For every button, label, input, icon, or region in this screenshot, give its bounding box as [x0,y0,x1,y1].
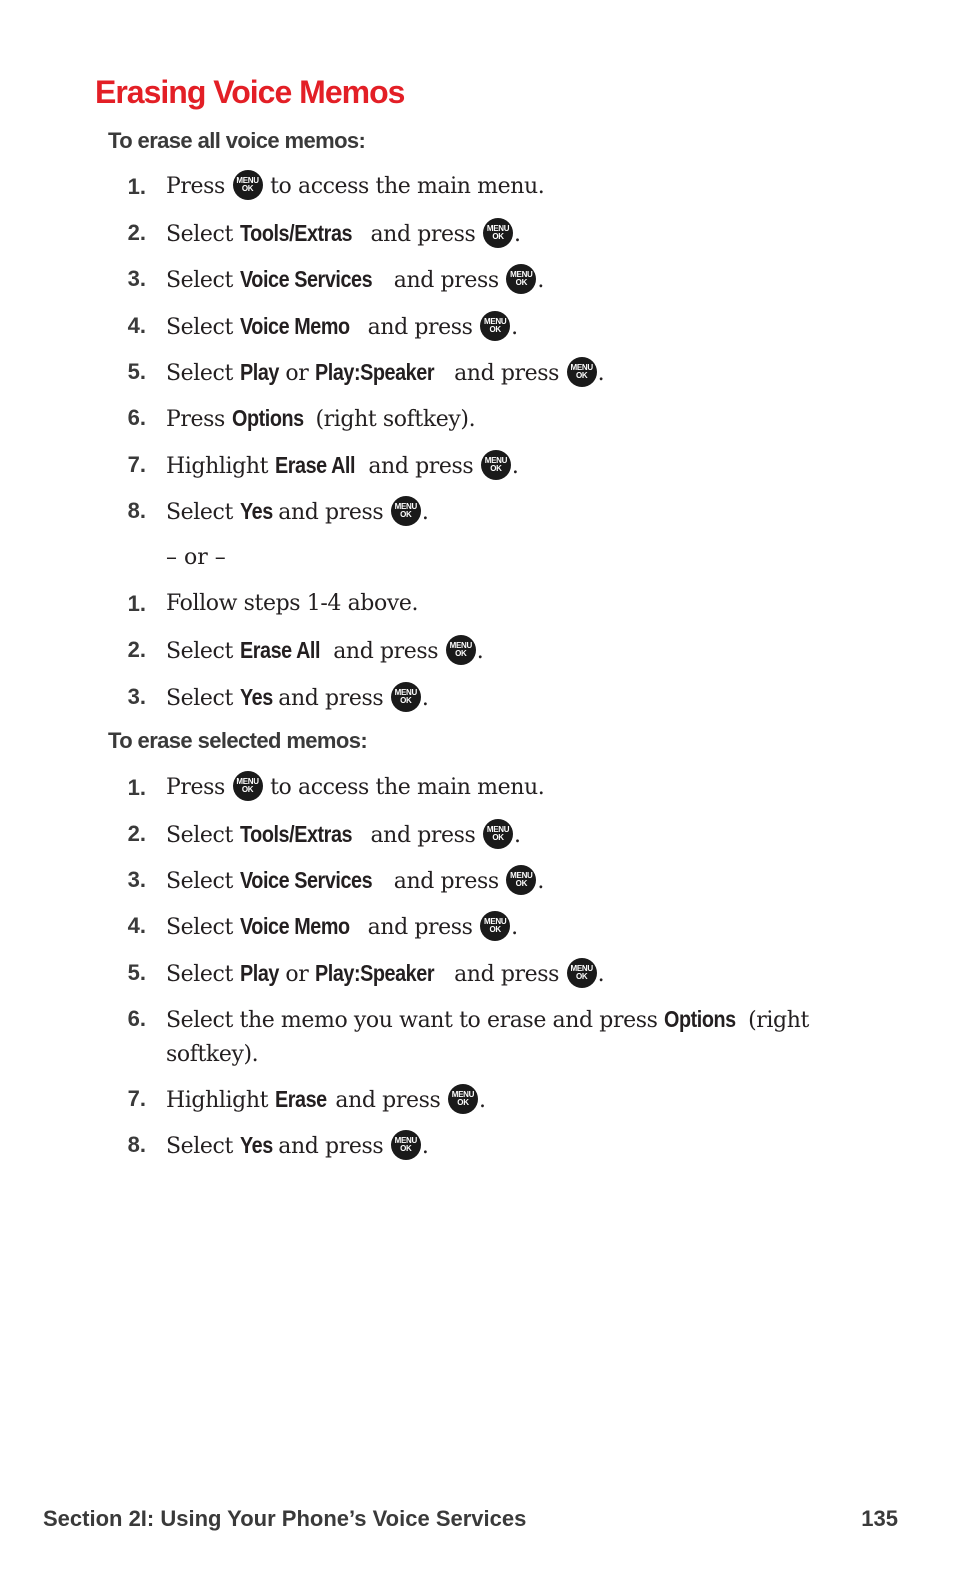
menu-ok-key-icon: MENU OK [391,496,421,526]
step-text: Highlight Erase and press MENU OK . [166,1086,486,1113]
step-text: Press MENU OK to access the main menu. [166,170,816,204]
menu-ok-key-icon: MENU OK [567,357,597,387]
step-text: Select Play or Play:Speaker and press MENU OK . [166,960,605,987]
step-number: 2. [127,821,146,846]
step-number: 6. [127,405,146,430]
step-number: 3. [127,266,146,291]
step-text: Select Tools/Extras and press MENU OK . [166,220,521,247]
step-number: 8. [127,1132,146,1157]
step-text: Select Voice Memo and press MENU OK . [166,313,518,340]
page-number: 135 [861,1506,898,1531]
step-number: 2. [127,220,146,245]
menu-ok-key-icon: MENU OK [567,958,597,988]
step-number: 4. [127,913,146,938]
menu-ok-key-icon: MENU OK [480,911,510,941]
menu-ok-key-icon: MENU OK [481,450,511,480]
step-number: 6. [127,1006,146,1031]
step-text: Select Play or Play:Speaker and press MENU OK . [166,359,605,386]
step-number: 4. [127,313,146,338]
menu-ok-key-icon: MENU OK [446,635,476,665]
step-number: 1. [127,775,146,800]
step-text: Press Options (right softkey). [166,405,476,432]
step-text: Select Yes and press MENU OK . [166,684,429,711]
menu-ok-key-icon: MENU OK [391,682,421,712]
step-text: Select Voice Memo and press MENU OK . [166,913,518,940]
step-text: Select Tools/Extras and press MENU OK . [166,821,521,848]
step-text: Select Yes and press MENU OK . [166,498,429,525]
step-text: Select Voice Services and press MENU OK . [166,867,544,894]
step-number: 1. [127,591,146,616]
menu-ok-key-icon: MENU OK [391,1130,421,1160]
step-text: Press MENU OK to access the main menu. [166,771,816,805]
step-number: 7. [127,1086,146,1111]
step-text: Select Erase All and press MENU OK . [166,637,484,664]
step-text: Highlight Erase All and press MENU OK . [166,452,519,479]
subheading-erase-all: To erase all voice memos: [108,128,366,153]
or-separator: – or – [166,545,226,570]
step-number: 1. [127,174,146,199]
step-text: Select Voice Services and press MENU OK . [166,266,544,293]
step-number: 7. [127,452,146,477]
menu-ok-key-icon: MENU OK [483,819,513,849]
subheading-erase-selected: To erase selected memos: [108,728,368,753]
step-number: 3. [127,684,146,709]
step-number: 3. [127,867,146,892]
menu-ok-key-icon: MENU OK [448,1084,478,1114]
menu-ok-key-icon: MENU OK [483,218,513,248]
menu-ok-key-icon: MENU OK [233,771,263,801]
step-number: 8. [127,498,146,523]
menu-ok-key-icon: MENU OK [506,264,536,294]
menu-ok-key-icon: MENU OK [506,865,536,895]
step-text: Select the memo you want to erase and press Options (right softkey). [166,1006,809,1067]
step-number: 2. [127,637,146,662]
step-text: Follow steps 1-4 above. [166,591,419,616]
page-title: Erasing Voice Memos [95,74,405,110]
menu-ok-key-icon: MENU OK [480,311,510,341]
step-number: 5. [127,960,146,985]
footer-section-label: Section 2I: Using Your Phone’s Voice Services [43,1506,527,1531]
menu-ok-key-icon: MENU OK [233,170,263,200]
step-number: 5. [127,359,146,384]
step-text: Select Yes and press MENU OK . [166,1132,429,1159]
